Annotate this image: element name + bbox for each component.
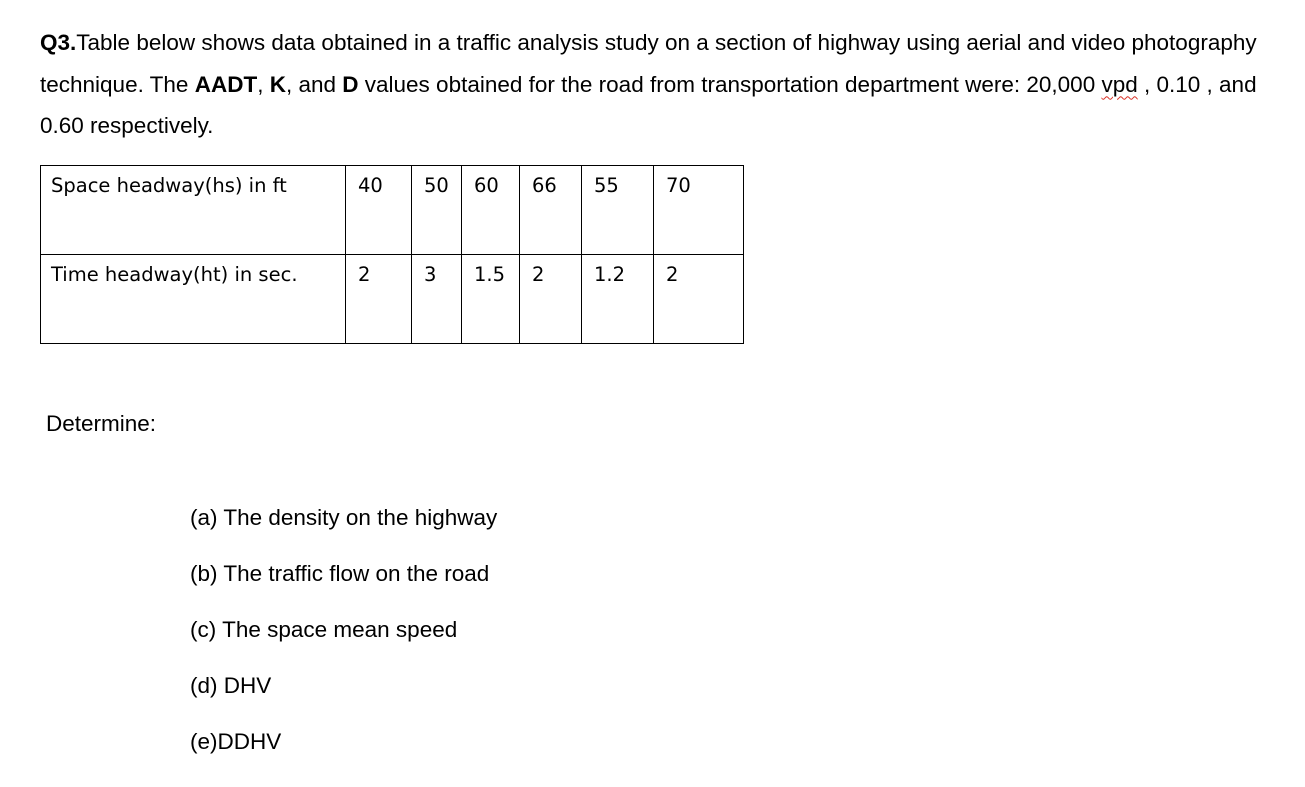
determine-label: Determine: <box>46 411 157 436</box>
headway-table <box>40 165 744 344</box>
table-cell: 1.2 <box>582 255 654 344</box>
intro-text-2: values obtained for the road from transportation department were: 20,000 <box>358 71 1102 97</box>
list-item: (a) The density on the highway <box>190 505 498 530</box>
list-item: (d) DHV <box>190 673 272 698</box>
space-headway-label: Space headway(hs) in ft <box>41 166 346 255</box>
table-cell: 66 <box>520 166 582 255</box>
question-text <box>40 22 1280 147</box>
table-cell: 55 <box>582 166 654 255</box>
table-cell: 2 <box>346 255 412 344</box>
table-cell: 2 <box>654 255 744 344</box>
table-cell: 50 <box>412 166 462 255</box>
aadt-term: AADT <box>194 71 258 97</box>
list-item: (c) The space mean speed <box>190 617 458 642</box>
list-item: (b) The traffic flow on the road <box>190 561 490 586</box>
k-term: K <box>269 71 286 97</box>
table-cell: 3 <box>412 255 462 344</box>
intro-text-1: Table below shows data obtained in a traffic analysis study on a section of highway using aerial and video photography technique. The <box>40 30 1257 97</box>
table-row <box>41 166 744 255</box>
table-cell: 60 <box>462 166 520 255</box>
intro-separator-1: , <box>257 71 270 97</box>
unit-vpd: vpd <box>1101 71 1138 97</box>
question-number: Q3. <box>40 30 77 55</box>
table-row <box>41 255 744 344</box>
table-cell: 40 <box>346 166 412 255</box>
table-cell: 70 <box>654 166 744 255</box>
intro-separator-2: , and <box>285 71 343 97</box>
question-parts <box>190 500 497 780</box>
list-item: (e)DDHV <box>190 729 282 754</box>
d-term: D <box>342 71 359 97</box>
intro-text-3: , 0.10 , and 0.60 respectively. <box>40 71 1257 138</box>
time-headway-label: Time headway(ht) in sec. <box>41 255 346 344</box>
table-cell: 2 <box>520 255 582 344</box>
table-cell: 1.5 <box>462 255 520 344</box>
